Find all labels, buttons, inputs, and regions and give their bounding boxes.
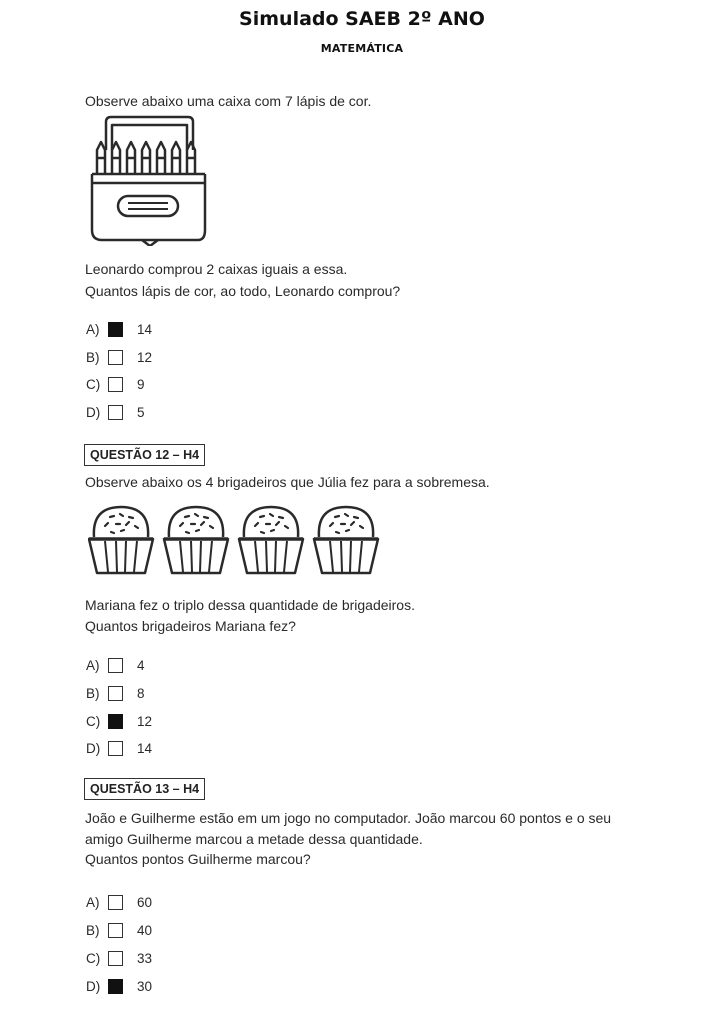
q11-prompt-line1: Leonardo comprou 2 caixas iguais a essa. [85, 261, 348, 277]
checkbox-checked[interactable] [108, 322, 123, 337]
option-value: 30 [137, 978, 153, 994]
q11-option-c[interactable] [86, 375, 145, 393]
checkbox[interactable] [108, 658, 123, 673]
q11-prompt-line2: Quantos lápis de cor, ao todo, Leonardo comprou? [85, 283, 401, 299]
q12-option-d[interactable] [86, 739, 152, 757]
q12-option-b[interactable] [86, 684, 145, 702]
option-value: 8 [137, 685, 145, 701]
option-value: 40 [137, 922, 153, 938]
q12-prompt-line1: Mariana fez o triplo dessa quantidade de brigadeiros. [85, 597, 415, 613]
option-value: 5 [137, 404, 145, 420]
option-letter: D) [86, 978, 101, 994]
option-value: 60 [137, 894, 153, 910]
checkbox[interactable] [108, 923, 123, 938]
option-letter: D) [86, 740, 101, 756]
option-letter: B) [86, 685, 100, 701]
checkbox[interactable] [108, 350, 123, 365]
option-letter: B) [86, 922, 100, 938]
q11-option-b[interactable] [86, 348, 152, 366]
checkbox[interactable] [108, 686, 123, 701]
q13-prompt: Quantos pontos Guilherme marcou? [85, 851, 311, 867]
q11-option-a[interactable] [86, 320, 152, 338]
checkbox[interactable] [108, 951, 123, 966]
q12-intro: Observe abaixo os 4 brigadeiros que Júlia fez para a sobremesa. [85, 474, 490, 490]
pencil-box-image [88, 114, 212, 246]
q13-option-a[interactable] [86, 893, 152, 911]
checkbox-checked[interactable] [108, 979, 123, 994]
option-value: 9 [137, 376, 145, 392]
q11-option-d[interactable] [86, 403, 145, 421]
option-letter: D) [86, 404, 101, 420]
checkbox-checked[interactable] [108, 714, 123, 729]
q13-option-b[interactable] [86, 921, 152, 939]
option-value: 14 [137, 321, 153, 337]
option-value: 4 [137, 657, 145, 673]
checkbox[interactable] [108, 405, 123, 420]
q11-intro: Observe abaixo uma caixa com 7 lápis de cor. [85, 93, 372, 109]
q12-label: QUESTÃO 12 – H4 [84, 444, 205, 466]
checkbox[interactable] [108, 377, 123, 392]
option-letter: C) [86, 376, 101, 392]
option-letter: B) [86, 349, 100, 365]
option-letter: C) [86, 713, 101, 729]
subject-title: MATEMÁTICA [320, 42, 404, 55]
option-letter: A) [86, 894, 100, 910]
q12-option-c[interactable] [86, 712, 152, 730]
option-letter: C) [86, 950, 101, 966]
option-value: 12 [137, 713, 153, 729]
q12-prompt-line2: Quantos brigadeiros Mariana fez? [85, 618, 296, 634]
option-value: 12 [137, 349, 153, 365]
option-letter: A) [86, 321, 100, 337]
page-title: Simulado SAEB 2º ANO [239, 8, 485, 30]
option-value: 14 [137, 740, 153, 756]
q13-text-line1: João e Guilherme estão em um jogo no computador. João marcou 60 pontos e o seu [85, 810, 612, 826]
q13-option-c[interactable] [86, 949, 152, 967]
q13-text-line2: amigo Guilherme marcou a metade dessa quantidade. [85, 831, 423, 847]
brigadeiros-image [88, 505, 380, 577]
checkbox[interactable] [108, 895, 123, 910]
option-value: 33 [137, 950, 153, 966]
q13-option-d[interactable] [86, 977, 152, 995]
option-letter: A) [86, 657, 100, 673]
q12-option-a[interactable] [86, 656, 145, 674]
q13-label: QUESTÃO 13 – H4 [84, 778, 205, 800]
checkbox[interactable] [108, 741, 123, 756]
